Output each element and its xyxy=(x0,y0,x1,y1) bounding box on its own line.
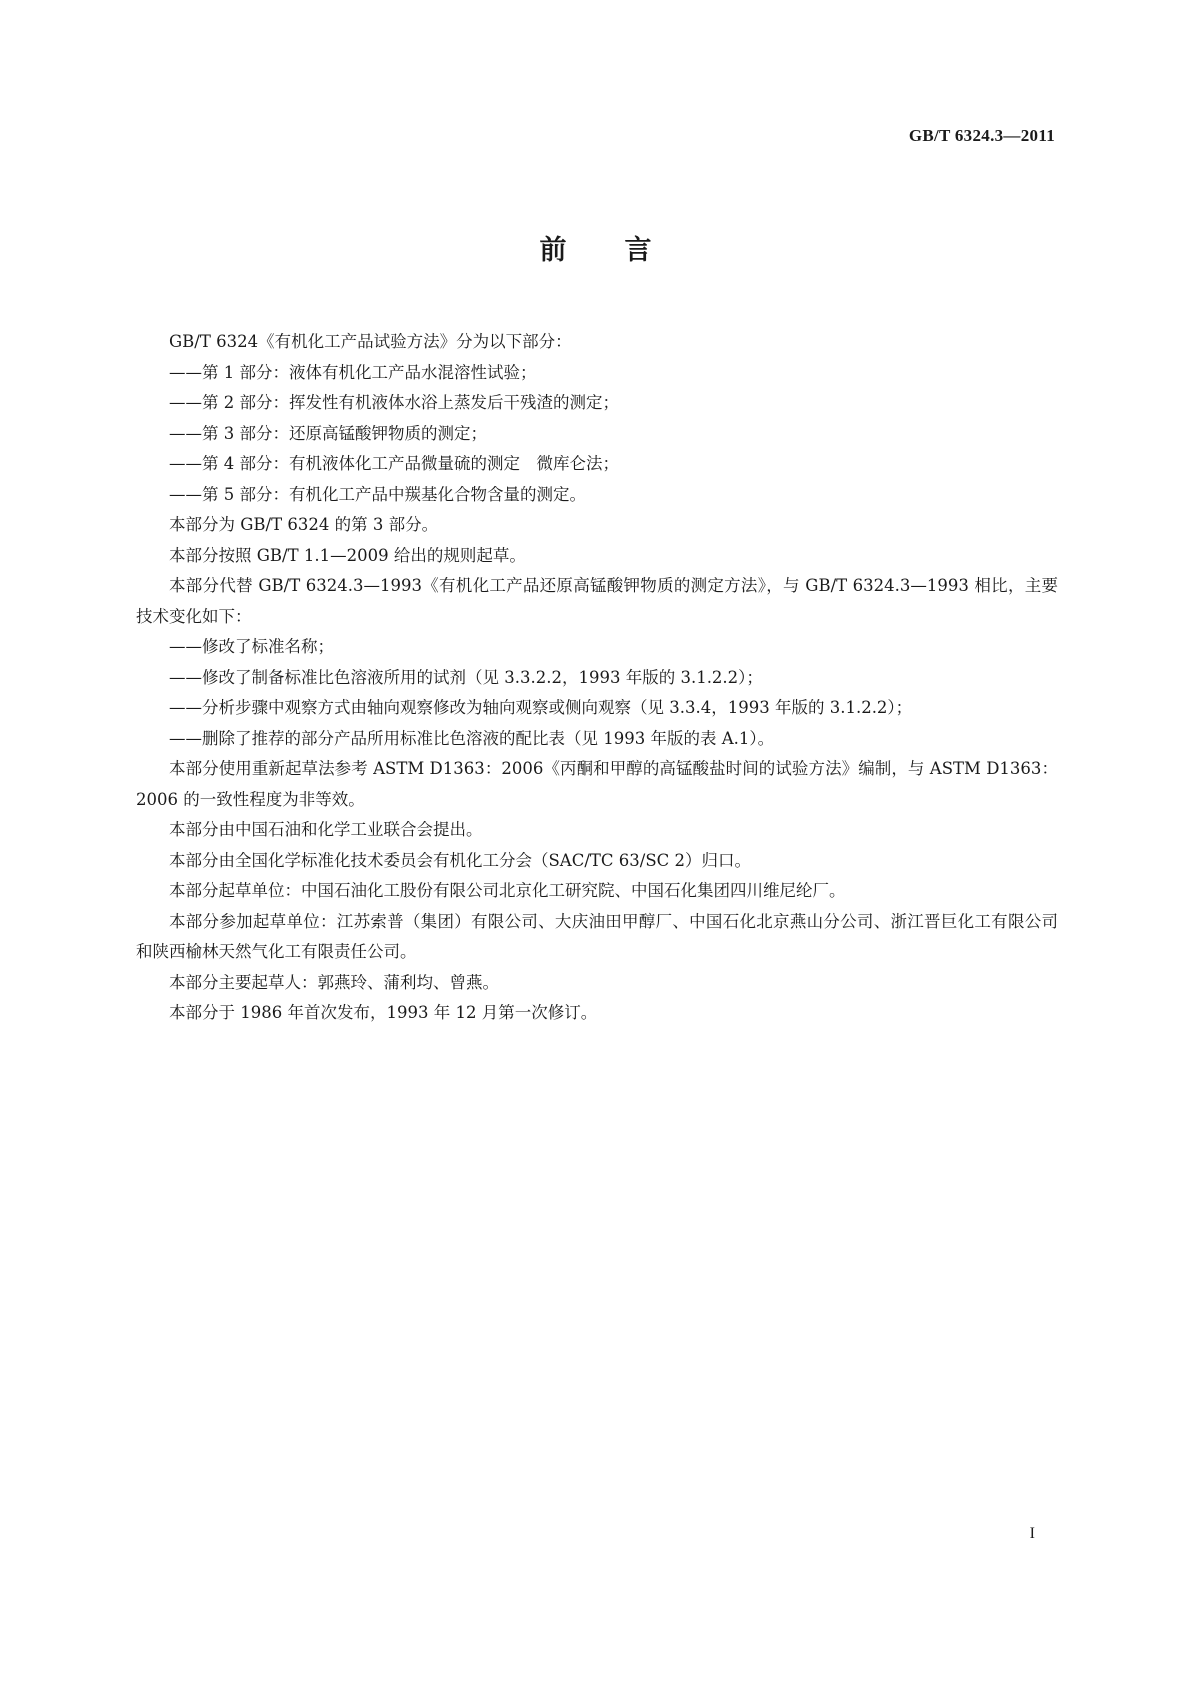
list-item-change-4: ——删除了推荐的部分产品所用标准比色溶液的配比表（见 1993 年版的表 A.1）。 xyxy=(169,728,775,748)
paragraph-drafting-units: 本部分起草单位：中国石油化工股份有限公司北京化工研究院、中国石化集团四川维尼纶厂。 xyxy=(169,881,846,900)
list-item-part-3: ——第 3 部分：还原高锰酸钾物质的测定； xyxy=(169,423,487,443)
paragraph-main-drafters: 本部分主要起草人：郭燕玲、蒲利均、曾燕。 xyxy=(169,972,499,992)
list-item-part-2: ——第 2 部分：挥发性有机液体水浴上蒸发后干残渣的测定； xyxy=(169,393,619,412)
paragraph-drafting-rules: 本部分按照 GB/T 1.1—2009 给出的规则起草。 xyxy=(169,545,526,565)
paragraph-history: 本部分于 1986 年首次发布，1993 年 12 月第一次修订。 xyxy=(169,1003,598,1022)
list-item-part-1: ——第 1 部分：液体有机化工产品水混溶性试验； xyxy=(169,362,537,382)
standard-number: GB/T 6324.3—2011 xyxy=(908,126,1055,145)
page-title: 前言 xyxy=(539,235,710,266)
paragraph-intro: GB/T 6324《有机化工产品试验方法》分为以下部分： xyxy=(169,332,572,351)
paragraph-astm-reference: 本部分使用重新起草法参考 ASTM D1363：2006《丙酮和甲醇的高锰酸盐时间的试验方法》编制，与 ASTM D1363：2006 的一致性程度为非等效。 xyxy=(136,759,1058,809)
document-body xyxy=(136,327,1058,1029)
list-item-change-2: ——修改了制备标准比色溶液所用的试剂（见 3.3.2.2，1993 年版的 3.1.2.2）； xyxy=(169,667,763,687)
list-item-change-3: ——分析步骤中观察方式由轴向观察修改为轴向观察或侧向观察（见 3.3.4，1993 年版的 3.1.2.2）； xyxy=(169,698,913,717)
list-item-part-4: ——第 4 部分：有机液体化工产品微量硫的测定 微库仑法； xyxy=(169,454,619,473)
list-item-part-5: ——第 5 部分：有机化工产品中羰基化合物含量的测定。 xyxy=(169,484,586,504)
paragraph-participating-units: 本部分参加起草单位：江苏索普（集团）有限公司、大庆油田甲醇厂、中国石化北京燕山分公司、浙江晋巨化工有限公司和陕西榆林天然气化工有限责任公司。 xyxy=(136,911,1058,961)
paragraph-proposed-by: 本部分由中国石油和化学工业联合会提出。 xyxy=(169,820,483,839)
paragraph-under-jurisdiction: 本部分由全国化学标准化技术委员会有机化工分会（SAC/TC 63/SC 2）归口。 xyxy=(169,850,752,870)
paragraph-this-part: 本部分为 GB/T 6324 的第 3 部分。 xyxy=(169,515,439,534)
page-number: I xyxy=(1029,1525,1035,1542)
list-item-change-1: ——修改了标准名称； xyxy=(169,637,334,656)
paragraph-replaces: 本部分代替 GB/T 6324.3—1993《有机化工产品还原高锰酸钾物质的测定方法》，与 GB/T 6324.3—1993 相比，主要技术变化如下： xyxy=(136,576,1058,626)
